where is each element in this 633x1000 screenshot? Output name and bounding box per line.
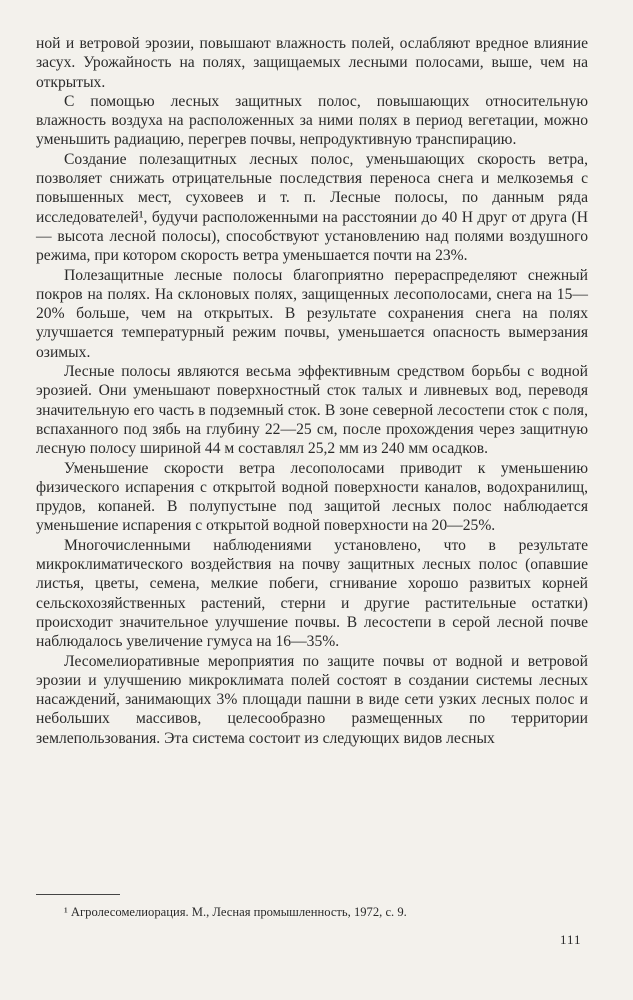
- paragraph: Полезащитные лесные полосы благоприятно перераспределяют снежный покров на полях. На склоновых полях, защищенных лесополосами, снега на 15—20% больше, чем на открытых. В результате сохранения снега на полях улучшается температурный режим почвы, уменьшается опасность вымерзания озимых.: [36, 266, 588, 361]
- paragraph: Многочисленными наблюдениями установлено, что в результате микроклиматического воздействия на почву защитных лесных полос (опавшие листья, цветы, семена, мелкие побеги, сгнивание хорошо развитых корней сельскохозяйственных растений, стерни и другие растительные остатки) происходит значительное улучшение почвы. В лесостепи в серой лесной почве наблюдалось увеличение гумуса на 16—35%.: [36, 536, 588, 651]
- paragraph: Лесные полосы являются весьма эффективным средством борьбы с водной эрозией. Они уменьшают поверхностный сток талых и ливневых вод, переводя значительную его часть в подземный сток. В зоне северной лесостепи сток с поля, вспаханного под зябь на глубину 22—25 см, после прохождения через защитную лесную полосу шириной 44 м составлял 25,2 мм из 240 мм осадков.: [36, 363, 588, 458]
- paragraph: С помощью лесных защитных полос, повышающих относительную влажность воздуха на расположенных за ними полях в период вегетации, можно уменьшить радиацию, перегрев почвы, непродуктивную транспирацию.: [36, 92, 588, 149]
- paragraph: Лесомелиоративные мероприятия по защите почвы от водной и ветровой эрозии и улучшению микроклимата полей состоят в создании системы лесных насаждений, занимающих 3% площади пашни в виде сети узких лесных полос и небольших массивов, целесообразно размещенных по территории землепользования. Эта система состоит из следующих видов лесных: [36, 652, 588, 747]
- body-text: [36, 34, 588, 748]
- footnote-divider: [36, 894, 120, 895]
- paragraph: Уменьшение скорости ветра лесополосами приводит к уменьшению физического испарения с открытой водной поверхности каналов, водохранилищ, прудов, копаней. В полупустыне под защитой лесных полос наблюдается уменьшение испарения с открытой водной поверхности на 20—25%.: [36, 459, 588, 535]
- footnote: ¹ Агролесомелиорация. М., Лесная промышленность, 1972, с. 9.: [64, 905, 407, 919]
- paragraph-continued: ной и ветровой эрозии, повышают влажность полей, ослабляют вредное влияние засух. Урожайность на полях, защищаемых лесными полосами, выше, чем на открытых.: [36, 35, 588, 91]
- paragraph: Создание полезащитных лесных полос, уменьшающих скорость ветра, позволяет снижать отрицательные последствия переноса снега и мелкоземья с повышенных мест, суховеев и т. п. Лесные полосы, по данным ряда исследователей¹, будучи расположенными на расстоянии до 40 H друг от друга (H — высота лесной полосы), способствуют установлению над полями воздушного режима, при котором скорость ветра уменьшается почти на 23%.: [36, 150, 588, 265]
- page-number: 111: [560, 932, 582, 947]
